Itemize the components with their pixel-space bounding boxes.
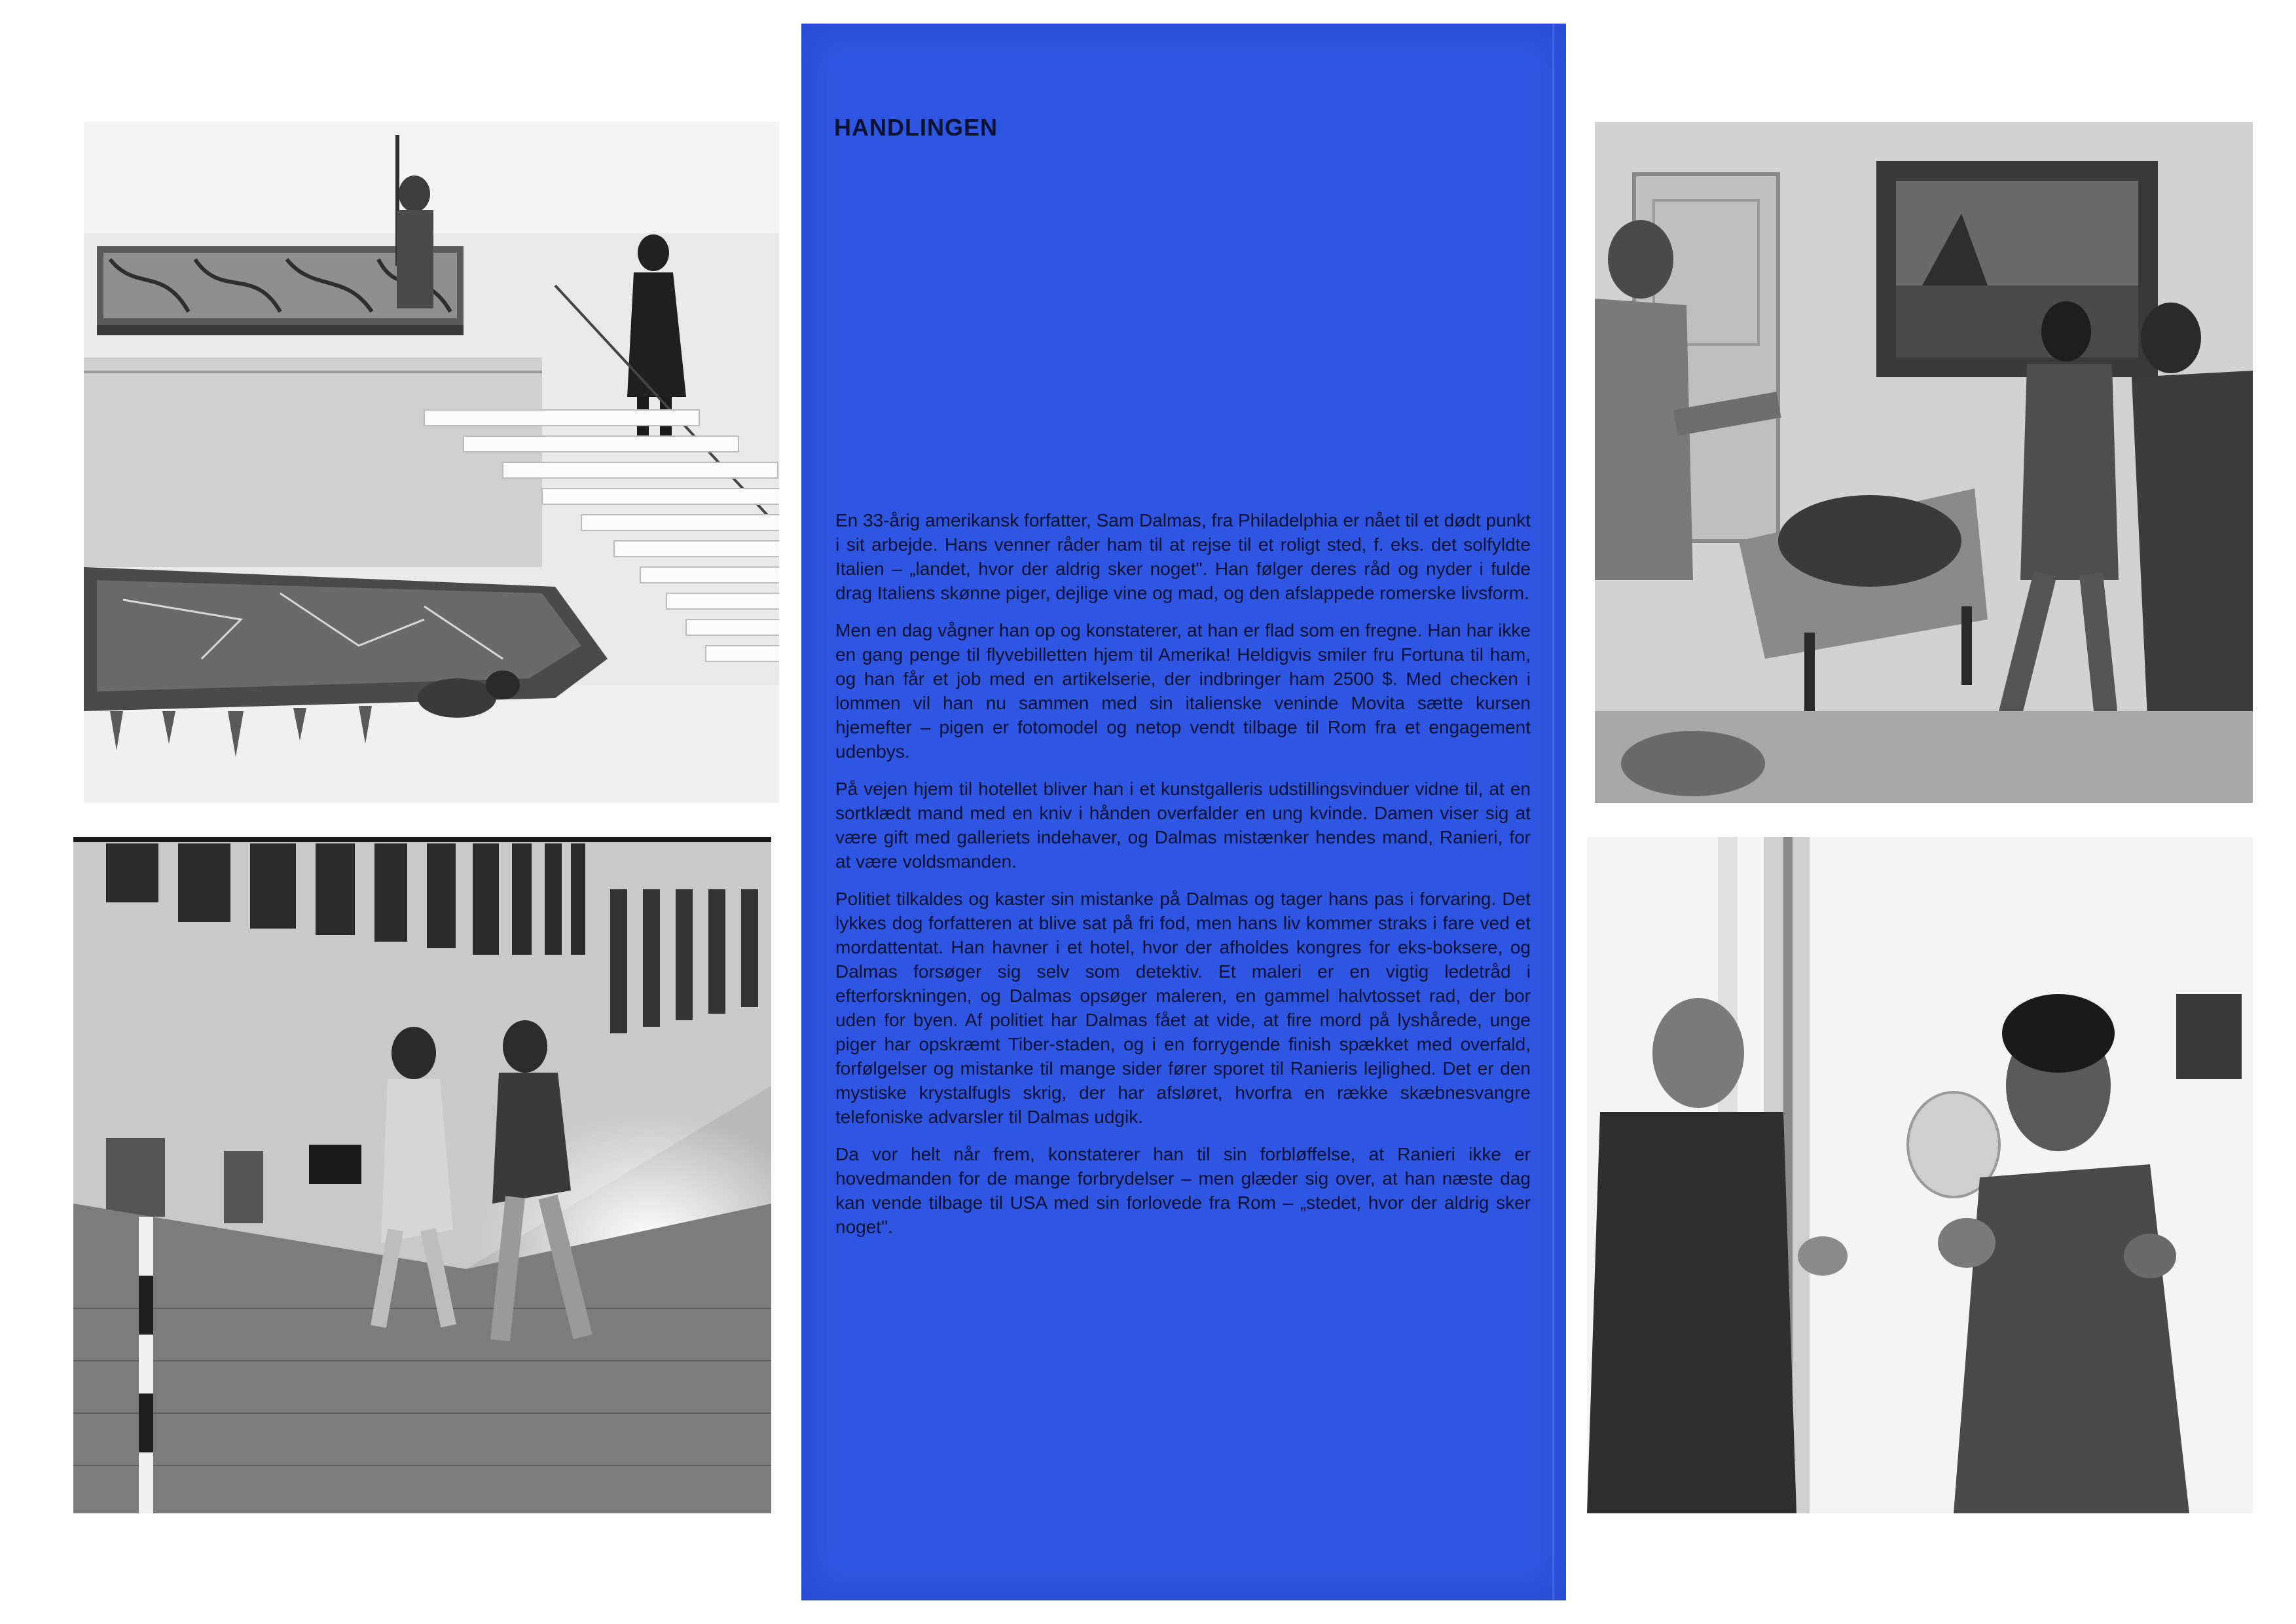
photo-staircase-scene — [84, 122, 779, 803]
panel-fold-line — [1552, 24, 1554, 1600]
synopsis-heading: HANDLINGEN — [834, 114, 998, 141]
photo-room-fight — [1595, 122, 2253, 803]
synopsis-paragraph-5: Da vor helt når frem, konstaterer han til sin forbløffelse, at Ranieri ikke er hovedmanden for de mange forbrydelser – men glæder sig over, at han næste dag kan vende tilbage til USA med sin forlovede fra Rom – „stedet, hvor der aldrig sker noget". — [835, 1144, 1531, 1237]
photo-room-graphic — [1595, 122, 2253, 803]
synopsis-paragraph-4: Politiet tilkaldes og kaster sin mistanke på Dalmas og tager hans pas i forvaring. Det lykkes dog forfatteren at blive sat på fri fod, men hans liv kommer straks i fare ved et mordattentat. Han havner i et hotel, hvor der afholdes kongres for eks-boksere, og Dalmas forsøger sig selv som detektiv. Et maleri er en vigtig ledetråd i efterforskningen, og Dalmas opsøger maleren, en gammel halvtosset rad, der bor uden for byen. Af politiet har Dalmas fået at vide, at fire mord på lyshårede, unge piger har opskræmt Tiber-staden, og i en forrygende finish spækket med overfald, forfølgelser og mistanke til mange sider fører sporet til Ranieris lejlighed. Det er den mystiske krystalfugls skrig, der har afsløret, hvorfra en række skæbnesvangre telefoniske advarsler til Dalmas udgik. — [835, 889, 1531, 1127]
photo-staircase-graphic — [84, 122, 779, 803]
synopsis-paragraph-1: En 33-årig amerikansk forfatter, Sam Dalmas, fra Philadelphia er nået til et dødt punkt i sit arbejde. Hans venner råder ham til at rejse til et roligt sted, f. eks. det solfyldte Italien – „landet, hvor der aldrig sker noget". Han følger deres råd og nyder i fulde drag Italiens skønne piger, dejlige vine og mad, og den afslappede romerske livsform. — [835, 510, 1531, 603]
synopsis-paragraph-3: På vejen hjem til hotellet bliver han i et kunstgalleris udstillingsvinduer vidne til, at en sortklædt mand med en kniv i hånden overfalder en ung kvinde. Damen viser sig at være gift med galleriets indehaver, og Dalmas mistænker hendes mand, Ranieri, for at være voldsmanden. — [835, 779, 1531, 872]
photo-street-chase — [73, 837, 771, 1513]
synopsis-paragraph-2: Men en dag vågner han op og konstaterer, at han er flad som en fregne. Han har ikke en gang penge til flyvebilletten hjem til Amerika! Heldigvis smiler fru Fortuna til ham, og han får et job med en artikelserie, der indbringer ham 2500 $. Med checken i lommen vil han nu sammen med sin italienske veninde Movita sætte kursen hjemefter – pigen er fotomodel og netop vendt tilbage til Rom fra et engagement udenbys. — [835, 620, 1531, 762]
synopsis-panel — [801, 24, 1566, 1600]
photo-door-graphic — [1587, 837, 2253, 1513]
photo-street-graphic — [73, 837, 771, 1513]
photo-door-scene — [1587, 837, 2253, 1513]
synopsis-body — [835, 508, 1531, 1252]
